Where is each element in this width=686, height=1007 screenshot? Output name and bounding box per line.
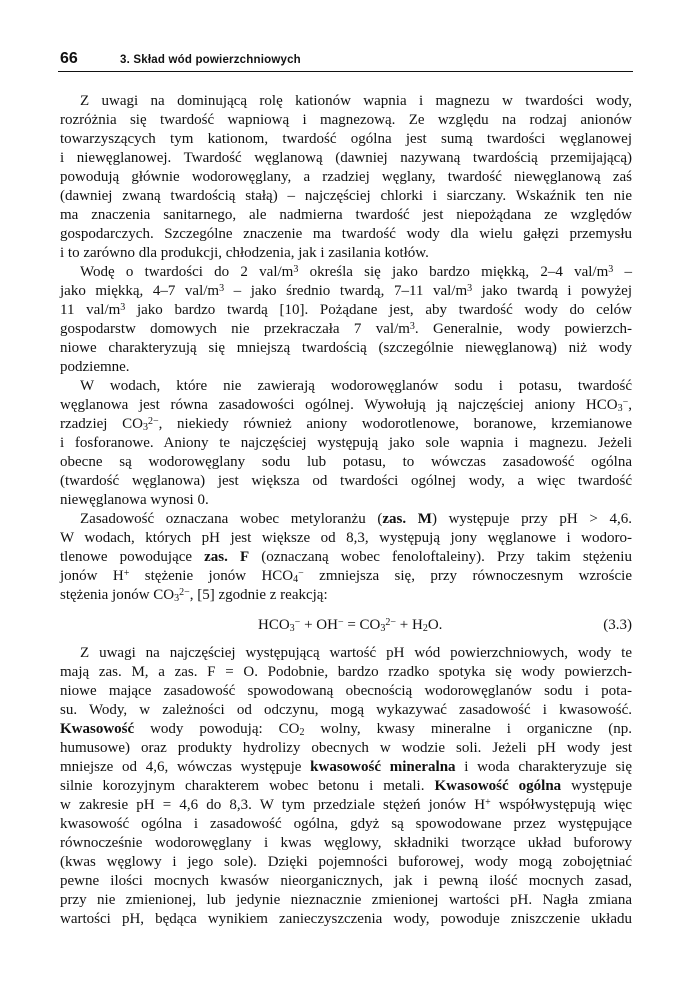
text-run: i fosforanowe. Aniony te najczęściej występują jako sole wapnia i magnezu. Jeżeli xyxy=(60,435,632,451)
text-line xyxy=(60,530,632,549)
text-line xyxy=(60,283,632,302)
text-line xyxy=(60,169,632,188)
text-run: (oznaczaną wobec fenoloftaleiny). Przy takim stężeniu xyxy=(249,549,632,565)
text-line xyxy=(60,797,632,816)
bold-term: Kwasowość xyxy=(60,721,135,737)
text-line xyxy=(60,873,632,892)
text-run: zmniejsza się, przy równoczesnym wzroście xyxy=(303,568,632,584)
text-line xyxy=(60,759,632,778)
ion-charge-index xyxy=(290,617,301,633)
text-run: (kwas węglowy i jego sole). Dzięki pojemności buforowej, wody mogą zobojętniać xyxy=(60,854,632,870)
text-run: kwasowość ogólna i zasadowość ogólna, gdyż są spowodowane przez występujące xyxy=(60,816,632,832)
text-line xyxy=(60,321,632,340)
text-line xyxy=(60,188,632,207)
text-line xyxy=(60,549,632,568)
text-run: tlenowe powodujące xyxy=(60,549,205,565)
text-run: – xyxy=(613,264,632,280)
equation-3-3 xyxy=(60,617,632,636)
text-line xyxy=(60,112,632,131)
text-run: Z uwagi na najczęściej występującą wartość pH wód powierzchniowych, wody te xyxy=(80,645,632,661)
text-run: ma znaczenia sanitarnego, ale nadmierna twardość jest niepożądana ze względów xyxy=(60,207,632,223)
ion-index: 4 xyxy=(293,574,299,585)
text-line xyxy=(60,473,632,492)
text-run: w zakresie pH = 4,6 do 8,3. W tym przedziale stężeń jonów H xyxy=(60,797,486,813)
superscript: 3 xyxy=(467,283,473,294)
text-run: humusowe) oraz produkty hydrolizy obecnych w wodzie soli. Jeżeli pH wody jest xyxy=(60,740,632,756)
running-head-chapter-title: 3. Skład wód powierzchniowych xyxy=(120,54,301,66)
text-run: obecne są wodorowęglany sodu lub potasu, to wówczas zasadowość ogólna xyxy=(60,454,632,470)
text-run: wartości pH, będąca wynikiem zanieczyszczenia wody, powoduje zniszczenie układu xyxy=(60,911,632,927)
ion-index: 3 xyxy=(380,623,386,634)
ion-index: 3 xyxy=(142,422,148,433)
text-run: jonów H xyxy=(60,568,124,584)
text-run: silnie korozyjnym charakterem wobec betonu i metali. xyxy=(60,778,435,794)
text-line xyxy=(60,702,632,721)
ion-index: 3 xyxy=(174,593,180,604)
text-line xyxy=(60,816,632,835)
ion-charge: − xyxy=(622,397,629,408)
ion-charge: 2− xyxy=(147,416,159,427)
text-run: W wodach, które nie zawierają wodorowęglanów sodu i potasu, twardość xyxy=(80,378,632,394)
subscript: 2 xyxy=(422,623,428,634)
text-run: mają zas. M, a zas. F = O. Podobnie, bardzo rzadko spotyka się wody powierzch- xyxy=(60,664,632,680)
text-run: W wodach, których pH jest większe od 8,3, występują jony węglanowe i wodoro- xyxy=(60,530,632,546)
text-run: jako miękką, 4–7 val/m xyxy=(60,283,220,299)
text-line xyxy=(60,131,632,150)
superscript: 3 xyxy=(120,302,126,313)
text-run: + H xyxy=(396,617,423,633)
text-run: i to zarówno dla produkcji, chłodzenia, jak i zasilania kotłów. xyxy=(60,245,429,261)
text-line xyxy=(60,568,632,587)
bold-term: Kwasowość ogólna xyxy=(434,778,562,794)
superscript: 3 xyxy=(608,264,614,275)
text-run: i woda charakteryzuje się xyxy=(455,759,633,775)
text-run: rzadziej CO xyxy=(60,416,143,432)
superscript: + xyxy=(485,797,491,808)
equation-body xyxy=(258,617,442,634)
text-line xyxy=(60,721,632,740)
text-run: + OH xyxy=(300,617,338,633)
text-run: przy nie zmienionej, lub jedynie nieznacznie zmienionej wartości pH. Nagła zmiana xyxy=(60,892,632,908)
text-line xyxy=(60,492,632,511)
text-run: jako bardzo twardą [10]. Pożądane jest, aby twardość wody do celów xyxy=(125,302,632,318)
text-run: – jako średnio twardą, 7–11 val/m xyxy=(224,283,468,299)
text-line xyxy=(60,397,632,416)
text-run: rozróżnia się twardość wapniową i magnezową. Ze względu na rodzaj anionów xyxy=(60,112,632,128)
text-run: , xyxy=(628,397,632,413)
text-run: mniejsze od 4,6, wówczas występuje xyxy=(60,759,311,775)
ion-charge: 2− xyxy=(385,617,397,628)
ion-charge-index xyxy=(174,587,190,603)
text-run: stężenia jonów CO xyxy=(60,587,175,603)
text-line xyxy=(60,664,632,683)
text-run: (twardość węglanowa) jest większa od twardości ogólnej wody, a więc twardość xyxy=(60,473,632,489)
text-run: węglanowa jest równa zasadowości ogólnej. Wywołują ją najczęściej aniony HCO xyxy=(60,397,618,413)
text-line xyxy=(60,587,632,606)
text-run: = CO xyxy=(343,617,381,633)
text-run: jako twardą i powyżej xyxy=(472,283,632,299)
text-run: występuje xyxy=(561,778,632,794)
text-line xyxy=(60,302,632,321)
text-line xyxy=(60,340,632,359)
text-run: gospodarstw domowych nie przekraczała 7 val/m xyxy=(60,321,410,337)
text-run: (dawniej zwaną twardością stałą) – najczęściej chlorki i siarczany. Wskaźnik ten nie xyxy=(60,188,632,204)
text-run: Zasadowość oznaczana wobec metyloranżu ( xyxy=(80,511,383,527)
text-line xyxy=(60,435,632,454)
text-run: określa się jako bardzo miękką, 2–4 val/m xyxy=(298,264,609,280)
bold-term: zas. M xyxy=(382,511,432,527)
text-line xyxy=(60,778,632,797)
text-line xyxy=(60,835,632,854)
ion-charge-index xyxy=(618,397,629,413)
ion-charge-index xyxy=(380,617,396,633)
bold-term: zas. F xyxy=(204,549,250,565)
text-line xyxy=(60,683,632,702)
text-run: O. xyxy=(427,617,443,633)
text-run: niewęglanowa wynosi 0. xyxy=(60,492,209,508)
text-run: niowe charakteryzują się mniejszą twardością (szczególnie niewęglanową) niż wody xyxy=(60,340,632,356)
text-run: niowe mające zasadowość spowodowaną obecnością wodorowęglanów sodu i pota- xyxy=(60,683,632,699)
equation-number: (3.3) xyxy=(603,617,632,633)
text-run: ) występuje przy pH > 4,6. xyxy=(431,511,633,527)
text-line xyxy=(60,359,632,378)
ion-index: 3 xyxy=(617,403,623,414)
ion-charge: − xyxy=(298,568,304,579)
text-line xyxy=(60,150,632,169)
text-line xyxy=(60,740,632,759)
ion-charge: 2− xyxy=(179,587,190,598)
ion-charge-index xyxy=(293,568,304,584)
superscript: + xyxy=(123,568,130,579)
header-rule xyxy=(58,71,633,72)
text-run: gospodarczych. Szczególne znaczenie ma twardość wody dla wielu gałęzi przemysłu xyxy=(60,226,632,242)
text-line xyxy=(60,416,632,435)
text-run: wody powodują: CO xyxy=(134,721,300,737)
text-run: Z uwagi na dominującą rolę kationów wapnia i magnezu w twardości wody, xyxy=(80,93,632,109)
text-line xyxy=(60,854,632,873)
text-line xyxy=(80,93,632,112)
text-run: Wodę o twardości do 2 val/m xyxy=(80,264,294,280)
text-line xyxy=(60,207,632,226)
ion-charge-index xyxy=(143,416,159,432)
text-run: towarzyszących tym kationom, twardość ogólna jest sumą twardości węglanowej xyxy=(60,131,632,147)
text-line xyxy=(60,245,632,264)
text-run: 11 val/m xyxy=(60,302,121,318)
superscript: − xyxy=(337,617,344,628)
superscript: 3 xyxy=(409,321,415,332)
text-run: podziemne. xyxy=(60,359,130,375)
text-run: pewne ilości mocnych kwasów nieorganicznych, jak i pewną ilość mocnych zasad, xyxy=(60,873,632,889)
text-line xyxy=(80,645,632,664)
superscript: 3 xyxy=(219,283,225,294)
subscript: 2 xyxy=(299,727,305,738)
text-run: stężenie jonów HCO xyxy=(129,568,294,584)
text-line xyxy=(80,378,632,397)
text-line xyxy=(60,226,632,245)
ion-index: 3 xyxy=(289,623,295,634)
text-run: powodują głównie wodorowęglany, a rzadziej węglany, twardość niewęglanową zaś xyxy=(60,169,632,185)
text-run: i niewęglanowej. Twardość węglanową (dawniej nazywaną twardością przemijającą) xyxy=(60,150,632,166)
text-run: , [5] zgodnie z reakcją: xyxy=(189,587,328,603)
text-run: HCO xyxy=(258,617,290,633)
bold-term: kwasowość mineralna xyxy=(310,759,456,775)
text-run: , niekiedy również aniony wodorotlenowe, boranowe, krzemianowe xyxy=(158,416,632,432)
text-run: . Generalnie, wody powierzch- xyxy=(414,321,632,337)
text-run: równocześnie wodorowęglany i kwas węglowy, składniki tworzące układ buforowy xyxy=(60,835,632,851)
text-run: su. Wody, w zależności od odczynu, mogą wykazywać zasadowość i kwasowość. xyxy=(60,702,632,718)
text-line xyxy=(60,911,632,930)
text-run: współwystępują więc xyxy=(490,797,632,813)
text-line xyxy=(60,892,632,911)
page-number: 66 xyxy=(60,50,78,67)
text-line xyxy=(80,264,632,283)
ion-charge: − xyxy=(294,617,301,628)
text-run: wolny, kwasy mineralne i organiczne (np. xyxy=(304,721,633,737)
text-line xyxy=(60,454,632,473)
superscript: 3 xyxy=(293,264,299,275)
text-line xyxy=(80,511,632,530)
